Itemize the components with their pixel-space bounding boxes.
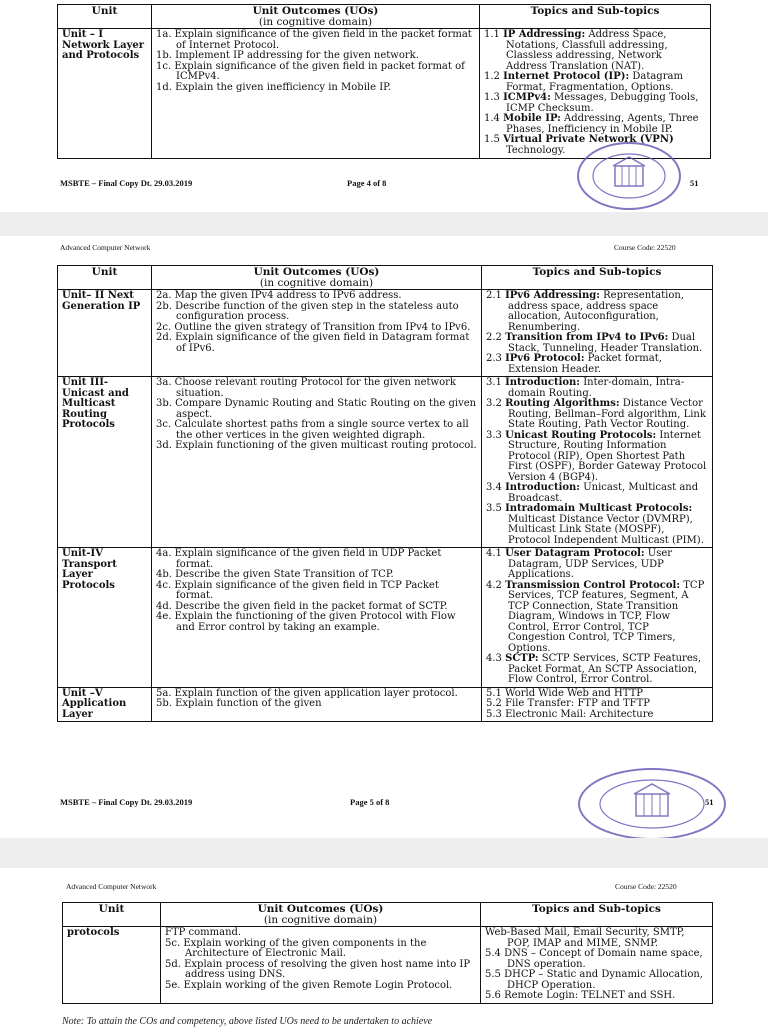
topic-item: 2.1 IPv6 Addressing: Representation, address space, address space allocation, Autoconfiguration, Renumbering.: [486, 290, 684, 333]
course-code: Course Code: 22520: [615, 882, 677, 891]
stamp-emblem-icon: [580, 770, 724, 838]
uo-item: 2d. Explain significance of the given field in Datagram format of IPv6.: [156, 332, 470, 354]
topic-item: 4.1 User Datagram Protocol: User Datagram, UDP Services, UDP Applications.: [486, 548, 673, 580]
topics-cell: [482, 548, 713, 688]
page-5: [0, 236, 768, 838]
uo-item: 4e. Explain the functioning of the given Protocol with Flow and Error control by taking an example.: [156, 611, 456, 633]
uo-cell: [152, 290, 482, 377]
note-text: Note: To attain the COs and competency, above listed UOs need to be undertaken to achieve: [62, 1016, 433, 1027]
topic-item: 1.5 Virtual Private Network (VPN) Technology.: [484, 134, 674, 156]
topic-item: 3.1 Introduction: Inter-domain, Intra-domain Routing.: [486, 377, 685, 399]
uo-item: 4b. Describe the given State Transition of TCP.: [156, 569, 394, 580]
uo-item: 1c. Explain significance of the given field in packet format of ICMPv4.: [156, 60, 465, 82]
page4-footer-right: 51: [690, 178, 699, 188]
topics-cell: [482, 290, 713, 377]
page5-footer-page: Page 5 of 8: [350, 797, 390, 807]
page-4: [0, 0, 768, 212]
table-row: [58, 377, 713, 548]
topic-item: 2.3 IPv6 Protocol: Packet format, Extension Header.: [486, 353, 662, 375]
institution-stamp: [577, 142, 681, 210]
running-header: Advanced Computer Network: [66, 882, 157, 891]
uo-item: 3c. Calculate shortest paths from a single source vertex to all the other vertices in the given weighted digraph.: [156, 419, 469, 441]
uo-item: 3a. Choose relevant routing Protocol for the given network situation.: [156, 377, 456, 399]
institution-stamp: [578, 768, 726, 840]
uo-item: 4c. Explain significance of the given field in TCP Packet format.: [156, 579, 439, 601]
uo-item: 4a. Explain significance of the given field in UDP Packet format.: [156, 548, 442, 570]
uo-cell: [152, 548, 482, 688]
unit-cell: Unit– II Next Generation IP: [58, 290, 152, 377]
header-unit: Unit: [63, 903, 161, 927]
table-row: [63, 927, 713, 1004]
topic-item: 1.2 Internet Protocol (IP): Datagram Format, Fragmentation, Options.: [484, 71, 683, 93]
page4-footer-page: Page 4 of 8: [347, 178, 387, 188]
uo-item: 1b. Implement IP addressing for the given network.: [156, 50, 419, 61]
topics-cell: [480, 29, 711, 159]
topic-item: 4.3 SCTP: SCTP Services, SCTP Features, Packet Format, An SCTP Association, Flow Control, Error Control.: [486, 653, 702, 685]
topic-item: 5.2 File Transfer: FTP and TFTP: [486, 698, 650, 709]
unit-cell: protocols: [63, 927, 161, 1004]
uo-item: 3d. Explain functioning of the given multicast routing protocol.: [156, 440, 477, 451]
uo-item: 5e. Explain working of the given Remote Login Protocol.: [165, 979, 453, 991]
topics-cell: [481, 927, 713, 1004]
uo-item: 2b. Describe function of the given step in the stateless auto configuration process.: [156, 300, 459, 322]
page-gap: [0, 838, 768, 868]
topic-item: 5.5 DHCP – Static and Dynamic Allocation, DHCP Operation.: [485, 969, 703, 991]
topic-item: 1.4 Mobile IP: Addressing, Agents, Three Phases, Inefficiency in Mobile IP.: [484, 113, 699, 135]
topics-cell: [482, 377, 713, 548]
topic-item: 5.6 Remote Login: TELNET and SSH.: [485, 990, 676, 1001]
header-uo: Unit Outcomes (UOs) (in cognitive domain): [152, 5, 480, 29]
header-unit: Unit: [58, 266, 152, 290]
topic-item: 3.4 Introduction: Unicast, Multicast and Broadcast.: [486, 482, 699, 504]
uo-item: 5b. Explain function of the given: [156, 698, 322, 709]
uo-cell: [152, 29, 480, 159]
page-gap: [0, 212, 768, 236]
uo-item: FTP command.: [165, 927, 242, 938]
uo-item: 3b. Compare Dynamic Routing and Static Routing on the given aspect.: [156, 398, 477, 420]
page6-syllabus-table: [62, 902, 713, 1004]
page5-footer-right: 51: [705, 797, 714, 807]
topic-item: 5.4 DNS – Concept of Domain name space, DNS operation.: [485, 948, 703, 970]
topic-item: 5.1 World Wide Web and HTTP: [486, 687, 643, 699]
page5-syllabus-table: [57, 265, 713, 722]
topic-item: 2.2 Transition from IPv4 to IPv6: Dual Stack, Tunneling, Header Translation.: [486, 332, 703, 354]
stamp-emblem-icon: [579, 144, 679, 208]
header-unit: Unit: [58, 5, 152, 29]
header-uo: Unit Outcomes (UOs) (in cognitive domain): [161, 903, 481, 927]
topic-item: 3.3 Unicast Routing Protocols: Internet Structure, Routing Information Protocol (RIP), Open Shortest Path First (OSPF), Border Gateway Protocol Version 4 (BGP4).: [486, 429, 707, 483]
course-code: Course Code: 22520: [614, 243, 676, 252]
topic-item: 5.3 Electronic Mail: Architecture: [486, 708, 654, 720]
table-header-row: [58, 5, 711, 29]
table-row: [58, 687, 713, 722]
topic-item: 1.1 IP Addressing: Address Space, Notations, Classfull addressing, Classless addressing, Network Address Translation (NAT).: [484, 29, 668, 72]
uo-cell: [152, 377, 482, 548]
uo-item: 1d. Explain the given inefficiency in Mobile IP.: [156, 81, 392, 93]
running-header: Advanced Computer Network: [60, 243, 151, 252]
header-topics: Topics and Sub-topics: [480, 5, 711, 29]
uo-cell: [152, 687, 482, 722]
table-row: [58, 29, 711, 159]
topic-item: Web-Based Mail, Email Security, SMTP, POP, IMAP and MIME, SNMP.: [485, 927, 685, 949]
table-header-row: [58, 266, 713, 290]
table-row: [58, 290, 713, 377]
uo-cell: [161, 927, 481, 1004]
uo-item: 1a. Explain significance of the given field in the packet format of Internet Protocol.: [156, 29, 472, 51]
uo-item: 4d. Describe the given field in the packet format of SCTP.: [156, 600, 448, 612]
uo-item: 5c. Explain working of the given components in the Architecture of Electronic Mail.: [165, 937, 427, 959]
unit-cell: Unit –V Application Layer: [58, 687, 152, 722]
uo-item: 5d. Explain process of resolving the given host name into IP address using DNS.: [165, 958, 471, 980]
page5-footer-left: MSBTE – Final Copy Dt. 29.03.2019: [60, 797, 193, 807]
page4-footer-left: MSBTE – Final Copy Dt. 29.03.2019: [60, 178, 193, 188]
header-topics: Topics and Sub-topics: [481, 903, 713, 927]
topic-item: 1.3 ICMPv4: Messages, Debugging Tools, ICMP Checksum.: [484, 92, 699, 114]
uo-item: 2a. Map the given IPv4 address to IPv6 address.: [156, 290, 402, 301]
table-header-row: [63, 903, 713, 927]
table-row: [58, 548, 713, 688]
unit-cell: Unit – I Network Layer and Protocols: [58, 29, 152, 159]
topic-item: 4.2 Transmission Control Protocol: TCP Services, TCP features, Segment, A TCP Connection, State Transition Diagram, Windows in TCP, Flow Control, Error Control, TCP Congestion Control, TCP Timers, Options.: [486, 579, 705, 654]
topics-cell: [482, 687, 713, 722]
page4-syllabus-table: [57, 4, 711, 159]
topic-item: 3.2 Routing Algorithms: Distance Vector Routing, Bellman–Ford algorithm, Link State Routing, Path Vector Routing.: [486, 398, 706, 430]
uo-item: 2c. Outline the given strategy of Transition from IPv4 to IPv6.: [156, 321, 471, 333]
page-6: [0, 868, 768, 1027]
unit-cell: Unit III- Unicast and Multicast Routing Protocols: [58, 377, 152, 548]
uo-item: 5a. Explain function of the given application layer protocol.: [156, 687, 458, 699]
header-topics: Topics and Sub-topics: [482, 266, 713, 290]
topic-item: 3.5 Intradomain Multicast Protocols: Multicast Distance Vector (DVMRP), Multicast Link State (MOSPF), Protocol Independent Multicast (PIM).: [486, 503, 704, 546]
unit-cell: Unit-IV Transport Layer Protocols: [58, 548, 152, 688]
header-uo: Unit Outcomes (UOs) (in cognitive domain): [152, 266, 482, 290]
